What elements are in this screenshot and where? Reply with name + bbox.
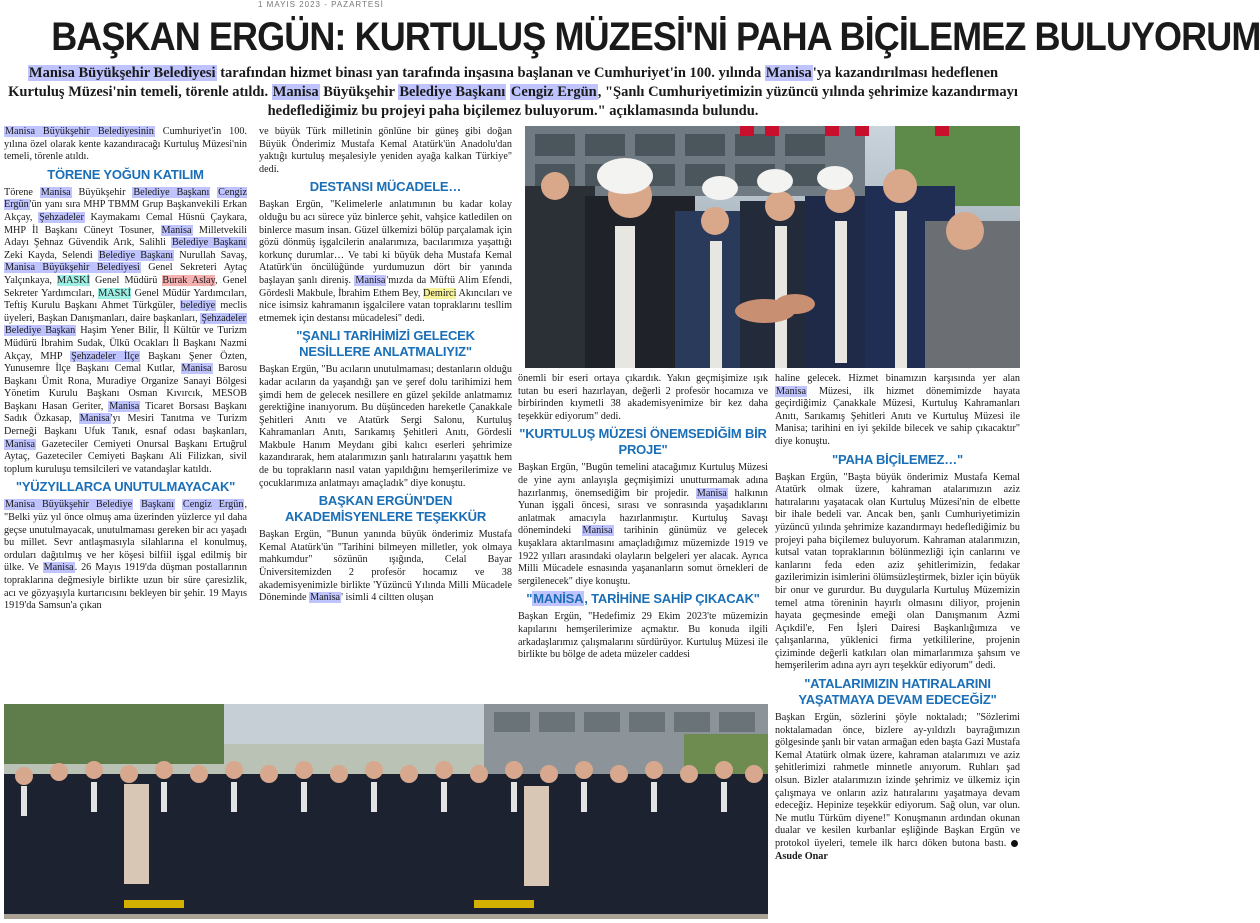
text-seg: Manisa — [582, 525, 613, 537]
text-seg: tarihinin günümüz ve gelecek kuşaklara aktarılmasını amaçladığımız müzemizde 1919 ve 1922 yılları arasındaki olayların belgeleri yer alacak. Ayrıca Milli Mücadele esnasında yaşananların somut örnekleri de sergilenecek" diye konuştu. — [518, 525, 768, 587]
subheading: "YÜZYILLARCA UNUTULMAYACAK" — [15, 479, 236, 495]
lead-paragraph — [8, 64, 1018, 121]
lead-seg: , "Şanlı Cumhuriyetimizin yüzüncü yılında şehrimize kazandırmayı hedeflediğimiz bu projeyi paha biçilemez buluyorum." açıklamasında bulundu. — [267, 84, 1018, 119]
text-seg: Haşim Yener Bilir, İl Kültür ve Turizm Müdürü İbrahim Sudak, Ülkü Ocakları İl Başkanı Nazmi Akçay, MHP — [4, 325, 247, 362]
text-seg: , Genel Sekreter Yardımcıları, — [4, 274, 247, 299]
text-seg: Manisa — [5, 438, 35, 450]
text-seg: " — [526, 591, 533, 607]
text-seg: Manisa Büyükşehir Belediyesi — [5, 262, 140, 274]
text-seg: Cengiz Ergün — [182, 499, 244, 511]
text-seg: halkının Yunan işgali öncesi, sırası ve sonrasında yaşadıklarını anlatmak amacıyla hazırlanmıştır. Kurtuluş Savaşı dönemindeki — [518, 487, 769, 537]
text-seg: Manisa Büyükşehir Belediyesinin — [5, 126, 154, 137]
column-1 — [4, 126, 247, 791]
paragraph: Başkan Ergün, "Bu acıların unutulmaması; destanların olduğu kadar acıların da yaşandığı şan ve şeref dolu tarihimizi hem şimdi hem de gelecek nesillere en güzel şekilde anlatmamız gerektiğine inanıyorum. Bu düşünceden hareketle Çanakkale Şehitleri Anıtı ve Atatürk Sergi Salonu, Kurtuluş Kahramanları Anıtı, Sarıkamış Şehitleri Anıtı, Gördesli Makbule Hanım Meydanı gibi kalıcı eserleri şehrimize kazandırarak, hem atalarımızın şanlı hatıralarını yaşattık hem de bu toprakların nasıl vatan yapıldığını hemşerilerimize ve çocuklarımıza anlatmayı amaçladık" diye konuştu. — [259, 364, 512, 489]
paragraph: Başkan Ergün, "Hedefimiz 29 Ekim 2023'te müzemizin kapılarını hemşerilerimize açmaktır. Bu konuda ilgili arkadaşlarımız çalışmalarını sürdürüyor. Kurtuluş Müzesi ile birlikte bu bölge de adeta müzeler caddesi — [518, 611, 768, 661]
text-seg: Akıncıları ve nice isimsiz kahramanın işgalcilere vatan topraklarını tesllim etmemek için destansı mücadelesi" dedi. — [259, 287, 512, 324]
lead-seg: Manisa — [765, 65, 812, 81]
lead-seg: Manisa — [272, 84, 319, 100]
text-seg: Başkan Ergün, "Bunun yanında büyük önderimiz Mustafa Kemal Atatürk'ün "Tarihini bilmeyen milletler, yok olmaya mahkumdur" sözünün ışığında, Celal Bayar Üniversitemizden 2 profesör hocamız ve 38 akademisyenimizle birlikte 'Yüzüncü Yılında Milli Mücadele Döneminde — [259, 529, 512, 604]
group-photo-bottom — [4, 704, 768, 919]
lead-seg: tarafından hizmet binası yan tarafında inşasına başlanan ve Cumhuriyet'in 100. yılında — [216, 65, 765, 81]
text-seg: Manisa — [79, 413, 110, 425]
headline: BAŞKAN ERGÜN: KURTULUŞ MÜZESİ'Nİ PAHA BİÇİLEMEZ BULUYORUM — [51, 15, 1260, 59]
column-2 — [259, 126, 512, 702]
text-seg: Cengiz Ergün — [4, 186, 247, 211]
text-seg: Başkan Ergün, "Kelimelerle anlatımının bu kadar kolay olduğu bu acı sürece yüz binlerce şehit, vahşice katledilen on binlerce masum insan. Güzel ülkemizi bölüp parçalamak için gözü dönmüş işgalcilerin analarımıza, bacılarımıza yaşattığı korkunç durumlar… Ve tabi ki büyük deha Mustafa Kemal Atatürk'ün öncülüğünde yurdumuzun dört bir yanında başlayan şanlı direniş. — [259, 199, 512, 286]
lead-seg: Belediye Başkanı — [399, 84, 506, 100]
paragraph — [259, 199, 512, 325]
text-seg: Burak Aslay — [162, 274, 215, 286]
text-seg: Kaymakamı Cemal Hüsnü Çaykara, MHP İl Başkanı Cüneyt Tosuner, — [4, 211, 247, 236]
text-seg: Ticaret Borsası Başkanı Sadık Özkasap, — [4, 400, 248, 425]
text-seg: Belediye Başkanı — [98, 249, 174, 261]
text-seg: Genel Müdürü — [89, 274, 163, 286]
text-seg: belediye — [180, 300, 216, 312]
text-seg: Müzesi, ilk hizmet dönemimizde hayata geçirdiğimiz Çanakkale Müzesi, Kurtuluş Kahramanları Anıtı, Sarıkamış Şehitleri Anıtı ve Kurtuluş Müzesi ile Manisa; tarihini en iyi şekilde bilecek ve sahip çıkacaktır" diye konuştu. — [775, 385, 1020, 447]
paragraph — [518, 462, 768, 588]
text-seg: MASKİ — [57, 274, 90, 286]
text-seg: Başkan Ergün, sözlerini şöyle noktaladı; "Sözlerimi noktalamadan önce, bizlere ay-yıldızlı bayrağımızın gölgesinde şanlı bir vatan armağan eden başta Gazi Mustafa Kemal Atatürk olmak üzere, kahraman atalarımızı ve aziz şehitlerimizi rahmetle minnetle anıyorum. Ruhları şad olsun. Bizler atalarımızın izinde şehrimiz ve ülkemiz için çalışmaya ve onların aziz hatıralarını yaşatmaya devam edeceğiz. Hepinize teşekkür ediyorum. Sağ olun, var olun. Ne mutlu Türküm diyene!" Konuşmanın ardından okunan dualar ve kesilen kurbanlar eşliğinde Başkan Ergün ve protokol üyeleri, temele ilk harcı döken butona bastı. — [775, 712, 1020, 849]
bullet-icon — [1011, 840, 1018, 847]
text-seg — [175, 499, 182, 510]
lead-seg: Büyükşehir — [319, 84, 399, 100]
text-seg: Belediye Başkanı — [171, 237, 247, 249]
paragraph — [775, 712, 1020, 863]
text-seg: Büyükşehir — [71, 186, 133, 198]
lead-seg: 'ya kazandırılması hedeflenen Kurtuluş Müzesi'nin temeli, törenle atıldı. — [8, 65, 999, 100]
text-seg: Şehzadeler — [39, 211, 84, 223]
subheading: "ŞANLI TARİHİMİZİ GELECEK NESİLLERE ANLATMALIYIZ" — [296, 328, 475, 360]
subheading: "KURTULUŞ MÜZESİ ÖNEMSEDİĞİM BİR PROJE" — [519, 426, 767, 458]
text-seg: Barosu Başkanı Ümit Rona, Muradiye Organize Sanayi Bölgesi Yönetim Kurulu Başkanı Osman Kıvırcık, MESOB Başkanı Hasan Geriter, — [4, 363, 247, 412]
column-3 — [518, 373, 768, 703]
paragraph: ve büyük Türk milletinin gönlüne bir güneş gibi doğan Büyük Önderimiz Mustafa Kemal Atatürk'ün Anadolu'dan yaktığı kurtuluş meşalesiyle yeniden ayağa kalkan Türkiye" dedi. — [259, 126, 512, 175]
text-seg: 'ün yanı sıra MHP TBMM Grup Başkanvekili Erkan Akçay, — [4, 199, 247, 223]
paragraph: Başkan Ergün, "Başta büyük önderimiz Mustafa Kemal Atatürk olmak üzere, kahraman atalarımızın aziz hatıralarını yaşatacak olan Kurtuluş Müzesi'nin de elbette bir ihale bedeli var. Ancak ben, şanlı Cumhuriyetimizin yüzüncü yılında şehrimize kazandırmayı hedeflediğimiz bu projeyi paha biçilemez buluyorum. Kahraman atalarımızın, kutsal vatan topraklarının bölünmezliği için canlarını ve kanlarını feda eden aziz şehitlerimizin, fedakar gazilerimizin isimlerini ölümsüzleştirmek, bizler için büyük bir onur ve gururdur. Bu duygularla Kurtuluş Müzemizin temel atma töreninin hayırlı olmasını diliyor, projenin hayata geçmesinde emeği olan Danışmanım Azmi Açıkdil'e, Fen İşleri Dairesi Başkanlığımıza ve çalışanlarına, yüklenici firma yetkililerine, projenin çiziminde değerli katkıları olan mimarlarımıza şahsım ve hemşerilerim adına ayrı ayrı teşekkür ediyorum" dedi. — [775, 471, 1020, 672]
text-seg: Gazeteciler Cemiyeti Onursal Başkanı Ertuğrul Aytaç, Gazeteciler Cemiyeti Başkanı Ali Filizkan, sivil toplum kuruluşu temsilcileri ve vatandaşlar katıldı. — [4, 438, 247, 475]
lead-seg: Cengiz Ergün — [510, 84, 597, 100]
photo-illustration — [4, 704, 768, 919]
subheading: TÖRENE YOĞUN KATILIM — [47, 166, 204, 182]
lead-seg: Manisa Büyükşehir Belediyesi — [28, 65, 216, 81]
text-seg: Şehzadeler — [201, 312, 246, 324]
issue-date: 1 MAYIS 2023 - PAZARTESİ — [258, 0, 384, 9]
text-seg: , "Belki yüz yıl önce olmuş ama üzerinden yüzlerce yıl daha geçse unutulmayacak, unutulmaması gereken bir acı yaşadı bu millet. Sevr antlaşmasıyla silahlarına el konulmuş, orduları dağıtılmış ve her köşesi bilfiil işgal edilmiş bir ülke. Ve — [4, 499, 248, 574]
paragraph — [4, 187, 247, 477]
text-seg: ' isimli 4 ciltten oluşan — [341, 592, 434, 604]
author-name: Asude Onar — [775, 850, 828, 862]
subheading: "ATALARIMIZIN HATIRALARINI YAŞATMAYA DEVAM EDECEĞİZ" — [798, 676, 997, 708]
ceremony-photo-top — [525, 126, 1020, 368]
text-seg: Manisa Büyükşehir Belediye — [5, 499, 133, 511]
text-seg: Cumhuriyet'in 100. yılına özel olarak kente kazandıracağı Kurtuluş Müzesi'nin temeli, törenle atıldı. — [4, 126, 247, 163]
text-seg: Belediye Başkan — [5, 325, 76, 337]
text-seg: Demirci — [423, 287, 457, 299]
text-seg: Başkanı Şener Özten, Yunusemre İlçe Başkanı Cemal Kutlar, — [4, 350, 247, 375]
text-seg: MANİSA — [533, 591, 584, 607]
text-seg: . 26 Mayıs 1919'da düşman postallarının topraklarına değmesiyle birlikte uzun bir süre çaresizlik, acı ve gözyaşıyla kurtarıcısını bekleyen bir şehir. 19 Mayıs 1919'da Samsun'a çıkan — [4, 562, 247, 612]
text-seg: Manisa — [181, 363, 212, 375]
paragraph: önemli bir eseri ortaya çıkardık. Yakın geçmişimize ışık tutan bu eseri hazırlayan, değerli 2 profesör hocamıza ve birbirinden kıymetli 38 akademisyenimize bir kez daha teşekkür ediyorum" dedi. — [518, 373, 768, 422]
text-seg: Başkan Ergün, "Bugün temelini atacağımız Kurtuluş Müzesi de yine aynı anlayışla geçmişimizi unutturmamak adına hazırlanmış, önemsediğim bir projedir. — [518, 462, 768, 499]
text-seg: Belediye Başkanı — [133, 186, 210, 198]
text-seg: 'yı Mesiri Tanıtma ve Turizm Derneği Başkanı Ufuk Tanık, esnaf odası başkanları, — [4, 413, 248, 438]
subheading — [518, 591, 768, 607]
photo-illustration — [525, 126, 1020, 368]
text-seg: , TARİHİNE SAHİP ÇIKACAK" — [584, 591, 760, 607]
column-4 — [775, 373, 1020, 921]
text-seg: Nurullah Savaş, — [174, 249, 248, 261]
text-seg: Şehzadeler İlçe — [71, 350, 140, 362]
text-seg: Törene — [4, 186, 40, 198]
text-seg: Zeki Kayda, Selendi — [4, 249, 98, 261]
text-seg: Manisa — [776, 385, 806, 397]
text-seg: Milletvekili Adayı Şehnaz Güvendik Arık, Salihli — [4, 224, 247, 249]
text-seg: Genel Müdür Yardımcıları, Teftiş Kurulu Başkanı Ahmet Türkgüler, — [4, 287, 247, 312]
text-seg: 'mızda da Müftü Alim Efendi, Gördesli Makbule, İbrahim Ethem Bey, — [259, 274, 512, 299]
text-seg: Manisa — [310, 592, 341, 604]
text-seg: meclis üyeleri, Başkan Danışmanları, daire başkanları, — [4, 300, 247, 324]
text-seg: haline gelecek. Hizmet binamızın karşısında yer alan — [775, 373, 1020, 384]
text-seg: Manisa — [43, 562, 74, 574]
top-strip — [0, 0, 1024, 10]
text-seg: MASKİ — [98, 287, 132, 299]
paragraph — [775, 373, 1020, 449]
subheading: "PAHA BİÇİLEMEZ…" — [832, 451, 963, 467]
paragraph — [259, 529, 512, 605]
text-seg: Başkanı — [141, 499, 174, 511]
subheading: BAŞKAN ERGÜN'DEN AKADEMİSYENLERE TEŞEKKÜR — [284, 493, 487, 525]
text-seg: Manisa — [696, 487, 727, 499]
paragraph — [4, 499, 247, 612]
text-seg: Manisa — [161, 224, 192, 236]
text-seg: Manisa — [109, 400, 140, 412]
text-seg: Manisa — [40, 186, 71, 198]
paragraph — [4, 126, 247, 164]
text-seg: Genel Sekreteri Aytaç Yalçınkaya, — [4, 262, 247, 286]
subheading: DESTANSI MÜCADELE… — [309, 179, 462, 195]
text-seg: Manisa — [355, 274, 386, 286]
